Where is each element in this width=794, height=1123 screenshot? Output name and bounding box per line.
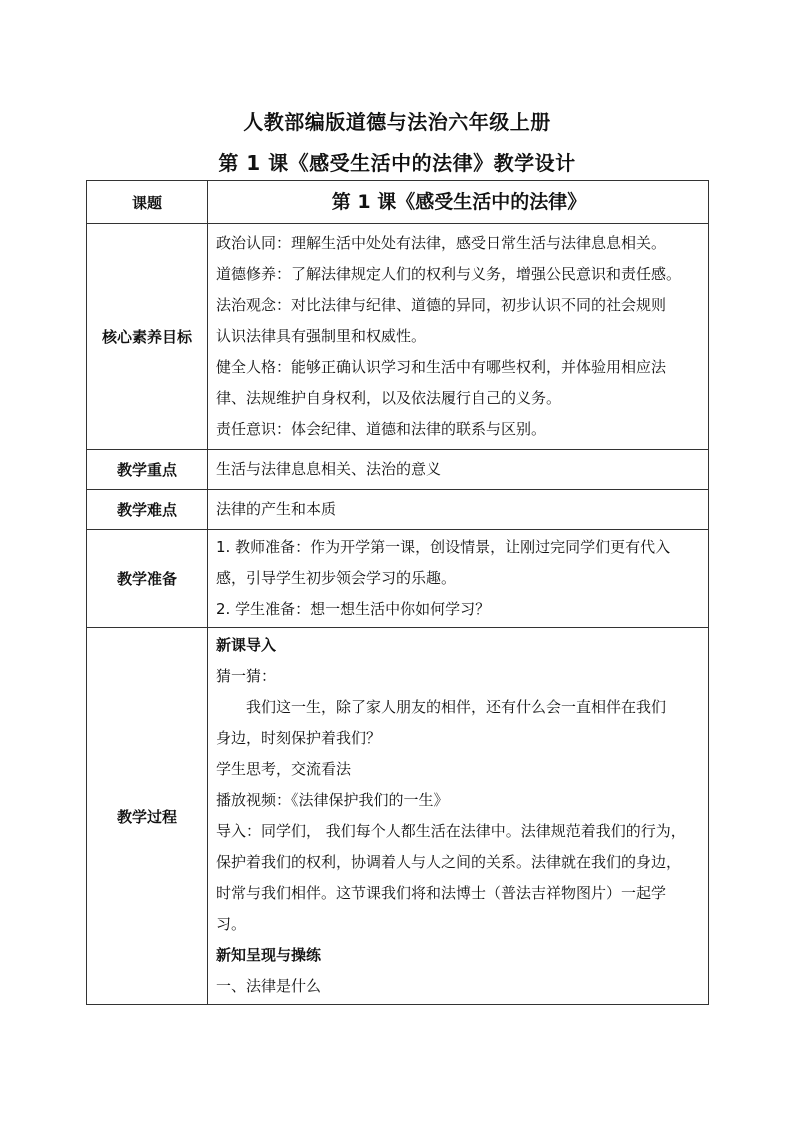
goal-line: 认识法律具有强制里和权威性。: [216, 327, 427, 345]
preparation-line: 1. 教师准备：作为开学第一课，创设情景，让刚过完同学们更有代入: [216, 538, 671, 556]
cell-process: [208, 628, 709, 1005]
cell-core-goals: [208, 224, 709, 450]
process-question-line: 身边，时刻保护着我们？: [216, 729, 382, 747]
process-question-line: 我们这一生，除了家人朋友的相伴，还有什么会一直相伴在我们: [246, 698, 667, 716]
row-core-goals: [87, 224, 709, 450]
goal-line: 道德修养：了解法律规定人们的权利与义务，增强公民意识和责任感。: [216, 265, 682, 283]
cell-subject: [208, 181, 709, 224]
row-preparation: [87, 530, 709, 628]
label-difficulties: 教学难点: [87, 490, 208, 530]
goal-line: 法治观念：对比法律与纪律、道德的异同，初步认识不同的社会规则: [216, 296, 667, 314]
cell-difficulties: [208, 490, 709, 530]
difficulties-text: 法律的产生和本质: [216, 500, 337, 518]
key-points-text: 生活与法律息息相关、法治的意义: [216, 460, 442, 478]
label-key-points: 教学重点: [87, 450, 208, 490]
label-process: 教学过程: [87, 628, 208, 1005]
goal-line: 健全人格：能够正确认识学习和生活中有哪些权利，并体验用相应法: [216, 358, 667, 376]
process-heading-new: 新知呈现与操练: [216, 946, 322, 964]
document-subtitle: 第 1 课《感受生活中的法律》教学设计: [218, 151, 576, 175]
process-heading-intro: 新课导入: [216, 636, 277, 654]
cell-preparation: [208, 530, 709, 628]
process-section: 一、法律是什么: [216, 977, 322, 995]
process-intro-line: 导入：同学们， 我们每个人都生活在法律中。法律规范着我们的行为，: [216, 822, 686, 840]
row-difficulties: [87, 490, 709, 530]
label-preparation: 教学准备: [87, 530, 208, 628]
process-intro-line: 保护着我们的权利，协调着人与人之间的关系。法律就在我们的身边，: [216, 853, 682, 871]
label-core-goals: 核心素养目标: [87, 224, 208, 450]
process-intro-line: 时常与我们相伴。这节课我们将和法博士（普法吉祥物图片）一起学: [216, 884, 667, 902]
goal-line: 政治认同：理解生活中处处有法律，感受日常生活与法律息息相关。: [216, 234, 667, 252]
lesson-plan-table: [86, 180, 709, 1005]
preparation-line: 2. 学生准备：想一想生活中你如何学习？: [216, 600, 491, 618]
process-intro-line: 习。: [216, 915, 247, 933]
process-student-think: 学生思考，交流看法: [216, 760, 352, 778]
row-process: [87, 628, 709, 1005]
process-video: 播放视频：《法律保护我们的一生》: [216, 791, 449, 809]
preparation-line: 感，引导学生初步领会学习的乐趣。: [216, 569, 457, 587]
goal-line: 律、法规维护自身权利，以及依法履行自己的义务。: [216, 389, 562, 407]
document-title: 人教部编版道德与法治六年级上册: [243, 110, 551, 134]
row-key-points: [87, 450, 709, 490]
cell-key-points: [208, 450, 709, 490]
row-subject: [87, 181, 709, 224]
label-subject: 课题: [87, 181, 208, 224]
subject-title: 第 1 课《感受生活中的法律》: [331, 191, 587, 213]
goal-line: 责任意识：体会纪律、道德和法律的联系与区别。: [216, 420, 547, 438]
process-guess: 猜一猜：: [216, 667, 277, 685]
